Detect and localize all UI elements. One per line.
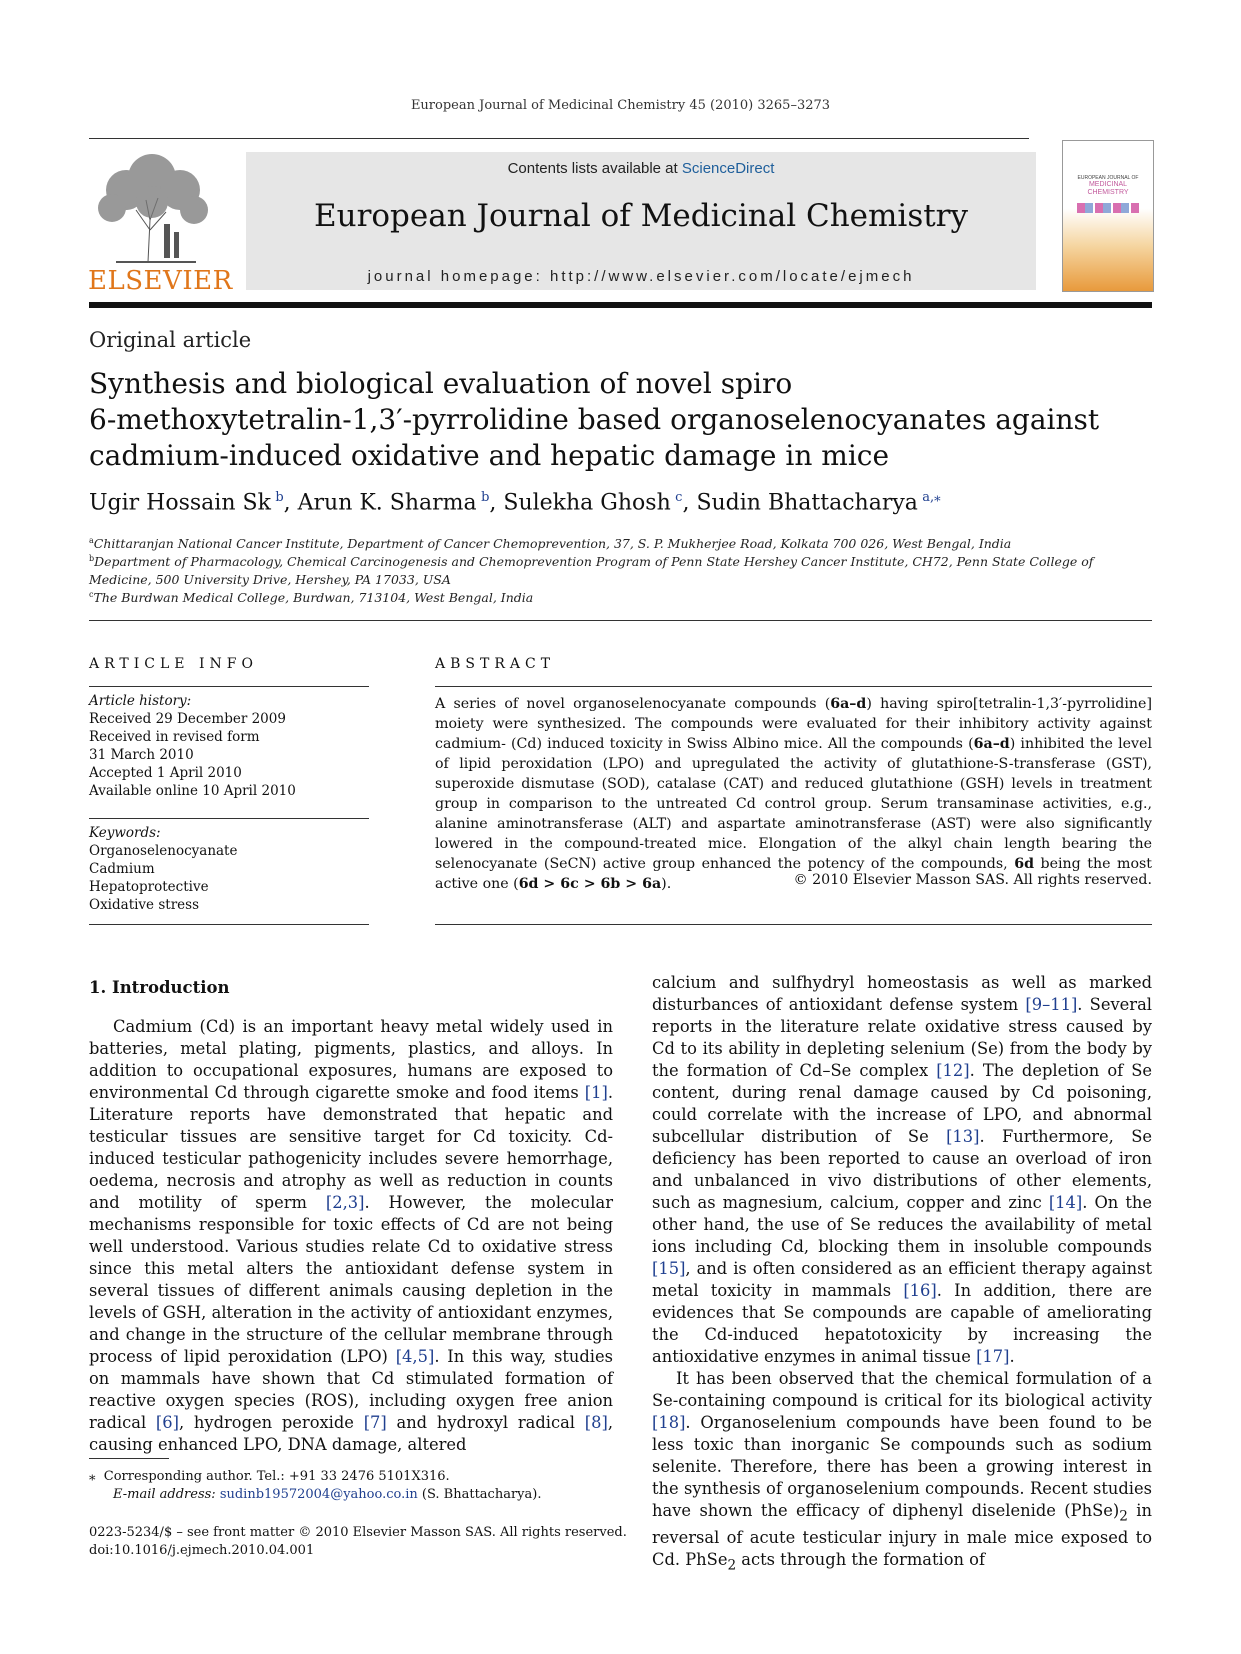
keywords-rule <box>89 818 369 819</box>
article-title: Synthesis and biological evaluation of novel spiro 6-methoxytetralin-1,3′-pyrrolidine based organoselenocyanates against cadmium-induced oxidative and hepatic damage in mice <box>89 367 1100 472</box>
abstract-heading: ABSTRACT <box>435 656 556 672</box>
keyword-item: Hepatoprotective <box>89 879 209 895</box>
header-rule <box>89 138 1029 139</box>
affiliation-b: $^b$Department of Pharmacology, Chemical Carcinogenesis and Chemoprevention Program of Penn State Hershey Cancer Institute, CH72, Penn State College of Medicine, 500 University Drive, Hershey, PA 17033, USA <box>89 554 1094 588</box>
author-affil-mark[interactable]: b <box>275 490 284 505</box>
journal-cover <box>1062 140 1154 292</box>
citation-link[interactable]: [13] <box>946 1127 980 1146</box>
affiliation-c: $^c$The Burdwan Medical College, Burdwan, 713104, West Bengal, India <box>89 590 534 606</box>
history-item: 31 March 2010 <box>89 747 194 763</box>
journal-title: European Journal of Medicinal Chemistry <box>313 198 969 234</box>
citation-link[interactable]: [9–11] <box>1025 995 1078 1014</box>
history-item: Received in revised form <box>89 729 260 745</box>
keywords: Keywords: Organoselenocyanate Cadmium Hepatoprotective Oxidative stress <box>89 824 369 914</box>
author-name: Ugir Hossain Sk <box>89 490 271 516</box>
email-link[interactable]: sudinb19572004@yahoo.co.in <box>219 1487 418 1502</box>
right-column <box>652 972 1152 1577</box>
author-name: Sudin Bhattacharya <box>696 490 918 516</box>
footnote-rule <box>89 1458 169 1459</box>
abstract-text: A series of novel organoselenocyanate compounds (6a–d) having spiro[tetralin-1,3′-pyrrolidine] moiety were synthesized. The compounds were evaluated for their inhibitory activity against cadmium- (Cd) induced toxicity in Swiss Albino mice. All the compounds (6a–d) inhibited the level of lipid peroxidation (LPO) and upregulated the activity of glutathione-S-transferase (GST), superoxide dismutase (SOD), catalase (CAT) and reduced glutathione (GSH) levels in treatment group in comparison to the untreated Cd control group. Serum transaminase activities, e.g., alanine aminotransferase (ALT) and aspartate aminotransferase (AST) were also significantly lowered in the compound-treated mice. Elongation of the alkyl chain length bearing the selenocyanate (SeCN) active group enhanced the potency of the compounds, 6d being the most active one (6d > 6c > 6b > 6a). <box>435 696 1152 892</box>
paragraph: calcium and sulfhydryl homeostasis as well as marked disturbances of antioxidant defense system [9–11]. Several reports in the literature relate oxidative stress caused by Cd to its ability in depleting selenium (Se) from the body by the formation of Cd–Se complex [12]. The depletion of Se content, during renal damage caused by Cd poisoning, could correlate with the increase of LPO, and abnormal subcellular distribution of Se [13]. Furthermore, Se deficiency has been reported to cause an overload of iron and unbalanced in vivo distributions of other elements, such as magnesium, calcium, copper and zinc [14]. On the other hand, the use of Se reduces the availability of metal ions including Cd, blocking them in insoluble compounds [15], and is often considered as an efficient therapy against metal toxicity in mammals [16]. In addition, there are evidences that Se compounds are capable of ameliorating the Cd-induced hepatotoxicity by increasing the antioxidative enzymes in animal tissue [17]. <box>652 973 1152 1366</box>
citation-link[interactable]: [4,5] <box>395 1347 435 1366</box>
citation-link[interactable]: [18] <box>652 1413 686 1432</box>
history-item: Accepted 1 April 2010 <box>89 765 242 781</box>
citation-link[interactable]: [6] <box>155 1413 179 1432</box>
abstract-rule <box>435 686 1152 687</box>
left-column <box>89 1016 613 1456</box>
citation-link[interactable]: [16] <box>903 1281 937 1300</box>
article-info-rule <box>89 686 369 687</box>
article-info-heading: ARTICLE INFO <box>89 656 258 672</box>
corresponding-author-footnote: ⁎ Corresponding author. Tel.: +91 33 2476 5101X316. E-mail address: sudinb19572004@yahoo.co.in (S. Bhattacharya). <box>89 1469 542 1502</box>
history-item: Received 29 December 2009 <box>89 711 286 727</box>
issn-line: 0223-5234/$ – see front matter © 2010 Elsevier Masson SAS. All rights reserved. <box>89 1525 627 1540</box>
citation-link[interactable]: [15] <box>652 1259 686 1278</box>
contents-line: Contents lists available at ScienceDirect <box>507 160 775 177</box>
tree-icon <box>86 150 218 266</box>
keyword-item: Oxidative stress <box>89 897 199 913</box>
article-history: Article history: Received 29 December 2009 Received in revised form 31 March 2010 Accepted 1 April 2010 Available online 10 April 2010 <box>89 692 369 800</box>
author-affil-mark[interactable]: b <box>481 490 490 505</box>
front-matter <box>89 1524 629 1560</box>
author-affil-mark[interactable]: c <box>675 490 683 505</box>
author-name: Sulekha Ghosh <box>503 490 671 516</box>
author-affil-mark[interactable]: a,⁎ <box>922 490 941 505</box>
cover-graphic <box>1077 203 1139 213</box>
section-heading-introduction: 1. Introduction <box>89 978 230 997</box>
doi-link[interactable]: doi:10.1016/j.ejmech.2010.04.001 <box>89 1543 315 1558</box>
affiliation-a: $^a$Chittaranjan National Cancer Institute, Department of Cancer Chemoprevention, 37, S. P. Mukherjee Road, Kolkata 700 026, West Bengal, India <box>89 536 1012 552</box>
citation-link[interactable]: [1] <box>584 1083 608 1102</box>
abstract-copyright: © 2010 Elsevier Masson SAS. All rights reserved. <box>793 872 1152 888</box>
citation-link[interactable]: [17] <box>976 1347 1010 1366</box>
citation-link[interactable]: [14] <box>1048 1193 1083 1212</box>
keyword-item: Cadmium <box>89 861 155 877</box>
elsevier-wordmark: ELSEVIER <box>88 266 233 296</box>
author-name: Arun K. Sharma <box>297 490 477 516</box>
banner-rule <box>89 302 1152 308</box>
paragraph: Cadmium (Cd) is an important heavy metal widely used in batteries, metal plating, pigments, plastics, and alloys. In addition to occupational exposures, humans are exposed to environmental Cd through cigarette smoke and food items [1]. Literature reports have demonstrated that hepatic and testicular tissues are sensitive target for Cd toxicity. Cd-induced testicular pathogenicity includes severe hemorrhage, oedema, necrosis and atrophy as well as reduction in counts and motility of sperm [2,3]. However, the molecular mechanisms responsible for toxic effects of Cd are not being well understood. Various studies relate Cd to oxidative stress since this metal alters the antioxidant defense system in several tissues of different animals causing depletion in the levels of GSH, alteration in the activity of antioxidant enzymes, and change in the structure of the cellular membrane through process of lipid peroxidation (LPO) [4,5]. In this way, studies on mammals have shown that Cd stimulated formation of reactive oxygen species (ROS), including oxygen free anion radical [6], hydrogen peroxide [7] and hydroxyl radical [8], causing enhanced LPO, DNA damage, altered <box>89 1017 614 1454</box>
citation-link[interactable]: [12] <box>936 1061 970 1080</box>
article-info-bottom-rule <box>89 924 369 925</box>
history-item: Available online 10 April 2010 <box>89 783 296 799</box>
journal-homepage[interactable]: journal homepage: http://www.elsevier.com/locate/ejmech <box>367 268 915 285</box>
article-type: Original article <box>89 328 252 352</box>
citation-link[interactable]: [7] <box>363 1413 387 1432</box>
elsevier-logo[interactable] <box>86 150 233 296</box>
author-list: Ugir Hossain Sk $^b$, Arun K. Sharma $^b$, Sulekha Ghosh $^c$, Sudin Bhattacharya $^{a,⁎}$ <box>89 490 941 516</box>
sciencedirect-link[interactable]: ScienceDirect <box>681 160 775 177</box>
citation-link[interactable]: [2,3] <box>325 1193 365 1212</box>
cover-title: EUROPEAN JOURNAL OF MEDICINAL CHEMISTRY <box>1077 175 1139 196</box>
abstract-bottom-rule <box>435 924 1152 925</box>
citation-link[interactable]: [8] <box>584 1413 608 1432</box>
keyword-item: Organoselenocyanate <box>89 843 238 859</box>
paragraph: It has been observed that the chemical formulation of a Se-containing compound is critical for its biological activity [18]. Organoselenium compounds have been found to be less toxic than inorganic Se compounds such as sodium selenite. Therefore, there has been a growing interest in the synthesis of organoselenium compounds. Recent studies have shown the efficacy of diphenyl diselenide $(PhSe)_2$ in reversal of acute testicular injury in male mice exposed to Cd. PhSe$_2$ acts through the formation of <box>652 1369 1152 1574</box>
journal-banner <box>246 152 1036 290</box>
running-head: European Journal of Medicinal Chemistry 45 (2010) 3265–3273 <box>410 98 831 113</box>
affiliation-rule <box>89 620 1152 621</box>
